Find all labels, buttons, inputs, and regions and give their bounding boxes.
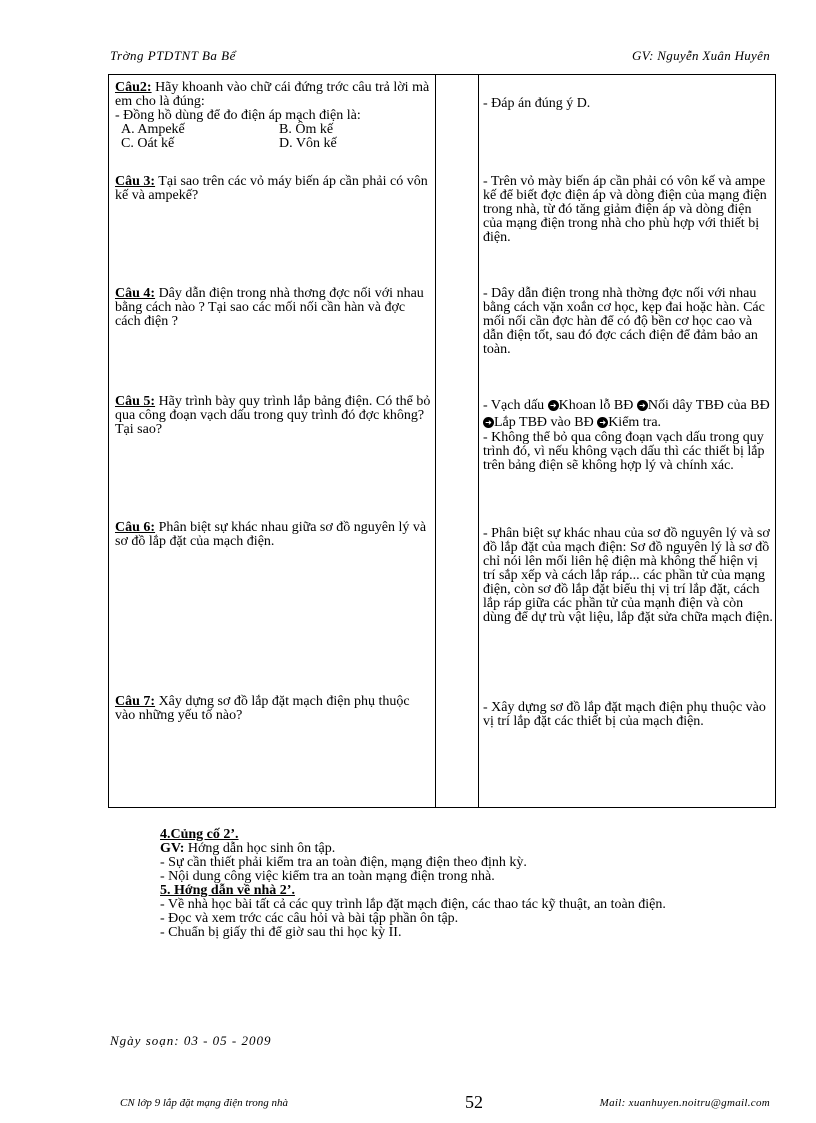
question-label: Câu2: bbox=[115, 80, 152, 95]
answer-2: - Đáp án đúng ý D. bbox=[483, 96, 591, 111]
question-6 bbox=[115, 521, 431, 549]
question-label: Câu 4: bbox=[115, 286, 156, 301]
question-2 bbox=[115, 81, 431, 151]
step-3: Nối dây TBĐ của BĐ bbox=[647, 398, 770, 413]
footer-mail: Mail: xuanhuyen.noitru@gmail.com bbox=[599, 1097, 770, 1109]
lesson-closing bbox=[160, 828, 770, 940]
question-7 bbox=[115, 695, 431, 723]
option-a: A. Ampekế bbox=[121, 122, 185, 137]
answer-7: - Xây dựng sơ đồ lắp đặt mạch điện phụ thuộc vào vị trí lắp đặt các thiết bị của mạch điện. bbox=[483, 700, 766, 729]
page-footer bbox=[120, 1094, 770, 1114]
answer-6: - Phân biệt sự khác nhau của sơ đồ nguyên lý và sơ đồ lắp đặt của mạch điện: Sơ đồ nguyên lý là sơ đồ chỉ nói lên mối liên hệ điện mà không thể hiện vị trí sắp xếp và cách lắp ráp... các phần tử của mạng điện, còn sơ đồ lắp đặt biểu thị vị trí lắp đặt, cách lắp ráp giữa các phần tử của mạnh điện và còn dùng để dự trù vật liệu, lắp đặt sửa chữa mạch điện. bbox=[483, 526, 773, 625]
column-divider bbox=[478, 75, 479, 807]
arrow-icon: ➜ bbox=[637, 400, 648, 411]
arrow-icon: ➜ bbox=[597, 417, 608, 428]
answer-5 bbox=[483, 397, 773, 473]
question-text: Dây dẫn điện trong nhà thơng đợc nối với nhau bằng cách nào ? Tại sao các mối nối cần hàn và đợc cách điện ? bbox=[115, 286, 424, 329]
teacher-name: GV: Nguyễn Xuân Huyên bbox=[632, 48, 770, 63]
option-b: B. Ôm kế bbox=[279, 122, 334, 137]
gv-text: Hớng dẫn học sinh ôn tập. bbox=[184, 841, 336, 856]
gv-line bbox=[160, 842, 770, 856]
list-item: - Đọc và xem trớc các câu hỏi và bài tập phần ôn tập. bbox=[160, 911, 459, 926]
preparation-date: Ngày soạn: 03 - 05 - 2009 bbox=[110, 1033, 272, 1048]
option-c: C. Oát kế bbox=[121, 136, 175, 151]
question-label: Câu 6: bbox=[115, 520, 156, 535]
footer-subject: CN lớp 9 lắp đặt mạng điện trong nhà bbox=[120, 1097, 289, 1109]
question-4 bbox=[115, 287, 431, 329]
question-text: Hãy khoanh vào chữ cái đứng trớc câu trả lời mà em cho là đúng: bbox=[115, 80, 430, 109]
column-divider bbox=[435, 75, 436, 807]
step-1: - Vạch dấu bbox=[483, 398, 548, 413]
question-text: Hãy trình bày quy trình lắp bảng điện. Có thể bỏ qua công đoạn vạch dấu trong quy trình đó đợc không? Tại sao? bbox=[115, 394, 431, 437]
options-row bbox=[115, 137, 431, 151]
question-label: Câu 7: bbox=[115, 694, 156, 709]
gv-label: GV: bbox=[160, 841, 185, 856]
review-table bbox=[108, 74, 776, 808]
consolidation-heading: 4.Củng cố 2’. bbox=[160, 827, 239, 842]
answer-4: - Dây dẫn điện trong nhà thờng đợc nối với nhau bằng cách vặn xoắn cơ học, kẹp đai hoặc hàn. Các mối nối cần đợc hàn để có độ bền cơ học cao và dẫn điện tốt, sau đó đợc cách điện để đảm bảo an toàn. bbox=[483, 286, 765, 357]
arrow-icon: ➜ bbox=[548, 400, 559, 411]
answer-5-explanation: - Không thể bỏ qua công đoạn vạch dấu trong quy trình đó, vì nếu không vạch dấu thì các thiết bị lắp trên bảng điện sẽ không hợp lý và chính xác. bbox=[483, 430, 765, 473]
install-steps bbox=[483, 397, 773, 431]
homework-heading: 5. Hớng dẫn về nhà 2’. bbox=[160, 883, 295, 898]
question-3 bbox=[115, 175, 431, 203]
question-5 bbox=[115, 395, 431, 437]
list-item: - Chuẩn bị giấy thi để giờ sau thi học kỳ II. bbox=[160, 925, 402, 940]
question-label: Câu 5: bbox=[115, 394, 156, 409]
question-subtext: - Đồng hồ dùng để đo điện áp mạch điện là: bbox=[115, 108, 361, 123]
question-label: Câu 3: bbox=[115, 174, 156, 189]
step-5: Kiểm tra. bbox=[608, 415, 662, 430]
step-2: Khoan lỗ BĐ bbox=[558, 398, 637, 413]
question-text: Phân biệt sự khác nhau giữa sơ đồ nguyên lý và sơ đồ lắp đặt của mạch điện. bbox=[115, 520, 427, 549]
question-text: Tại sao trên các vỏ máy biến áp cần phải có vôn kế và ampekế? bbox=[115, 174, 428, 203]
options-row bbox=[115, 123, 431, 137]
arrow-icon: ➜ bbox=[483, 417, 494, 428]
list-item: - Về nhà học bài tất cả các quy trình lắp đặt mạch điện, các thao tác kỹ thuật, an toàn điện. bbox=[160, 897, 666, 912]
page-number: 52 bbox=[465, 1092, 483, 1112]
option-d: D. Vôn kế bbox=[279, 136, 337, 151]
page-header bbox=[110, 48, 770, 66]
list-item: - Nội dung công việc kiểm tra an toàn mạng điện trong nhà. bbox=[160, 869, 495, 884]
answer-3: - Trên vỏ mày biến áp cần phải có vôn kế và ampe kế để biết đợc điện áp và dòng điện của mạng điện trong nhà, từ đó tăng giảm điện áp và dòng điện của mạng điện trong nhà cho phù hợp với thiết bị điện. bbox=[483, 174, 767, 245]
step-4: Lắp TBĐ vào BĐ bbox=[494, 415, 598, 430]
school-name: Trờng PTDTNT Ba Bể bbox=[110, 48, 236, 63]
question-text: Xây dựng sơ đồ lắp đặt mạch điện phụ thuộc vào những yếu tố nào? bbox=[115, 694, 410, 723]
list-item: - Sự cần thiết phải kiểm tra an toàn điện, mạng điện theo định kỳ. bbox=[160, 855, 527, 870]
